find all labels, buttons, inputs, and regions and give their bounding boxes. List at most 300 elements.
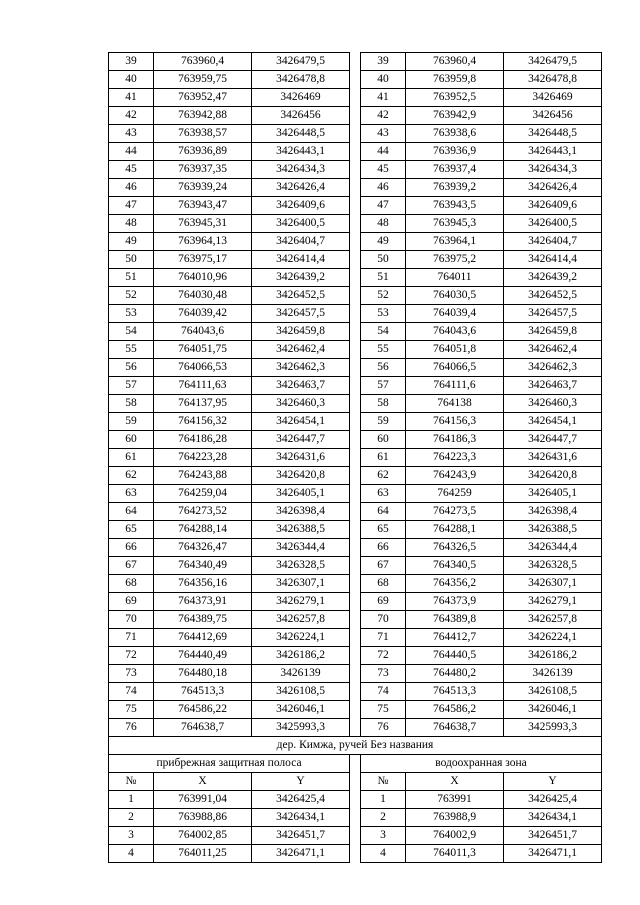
x-coordinate-right: 764259 (406, 485, 504, 503)
point-number-right: 40 (361, 71, 406, 89)
table-row (109, 341, 602, 359)
table-row (109, 719, 602, 737)
x-coordinate-right: 764480,2 (406, 665, 504, 683)
point-number-right: 51 (361, 269, 406, 287)
y-coordinate-right: 3426434,3 (504, 161, 602, 179)
column-gap (350, 161, 361, 179)
point-number-right: 58 (361, 395, 406, 413)
point-number-left: 71 (109, 629, 154, 647)
x-coordinate-right: 764326,5 (406, 539, 504, 557)
column-gap (350, 53, 361, 71)
point-number-right: 47 (361, 197, 406, 215)
table-row (109, 791, 602, 809)
point-number-right: 61 (361, 449, 406, 467)
table-row (109, 377, 602, 395)
column-gap (350, 449, 361, 467)
column-gap (350, 197, 361, 215)
x-coordinate-right: 764043,6 (406, 323, 504, 341)
x-coordinate-right: 763943,5 (406, 197, 504, 215)
y-coordinate-left: 3426456 (252, 107, 350, 125)
point-number-left: 50 (109, 251, 154, 269)
point-number-left: 52 (109, 287, 154, 305)
y-coordinate-left: 3426414,4 (252, 251, 350, 269)
column-gap (350, 701, 361, 719)
point-number-left: 41 (109, 89, 154, 107)
y-coordinate-left: 3426451,7 (252, 827, 350, 845)
point-number-left: 48 (109, 215, 154, 233)
y-coordinate-left: 3426447,7 (252, 431, 350, 449)
y-coordinate-right: 3426451,7 (504, 827, 602, 845)
point-number-right: 57 (361, 377, 406, 395)
x-coordinate-left: 764638,7 (154, 719, 252, 737)
x-coordinate-right: 764039,4 (406, 305, 504, 323)
y-coordinate-right: 3426454,1 (504, 413, 602, 431)
table-row (109, 323, 602, 341)
x-coordinate-left: 764111,63 (154, 377, 252, 395)
point-number-left: 57 (109, 377, 154, 395)
y-coordinate-left: 3426460,3 (252, 395, 350, 413)
y-coordinate-left: 3426224,1 (252, 629, 350, 647)
x-coordinate-left: 764156,32 (154, 413, 252, 431)
point-number-right: 41 (361, 89, 406, 107)
x-coordinate-left: 764288,14 (154, 521, 252, 539)
x-coordinate-right: 764030,5 (406, 287, 504, 305)
x-coordinate-left: 764030,48 (154, 287, 252, 305)
x-coordinate-right: 764586,2 (406, 701, 504, 719)
point-number-left: 44 (109, 143, 154, 161)
table-row (109, 845, 602, 863)
x-coordinate-right: 763936,9 (406, 143, 504, 161)
table-row (109, 197, 602, 215)
column-gap (350, 269, 361, 287)
x-coordinate-left: 763960,4 (154, 53, 252, 71)
y-coordinate-left: 3426431,6 (252, 449, 350, 467)
y-coordinate-right: 3426344,4 (504, 539, 602, 557)
point-number-right: 1 (361, 791, 406, 809)
y-coordinate-right: 3425993,3 (504, 719, 602, 737)
point-number-left: 56 (109, 359, 154, 377)
table-row (109, 593, 602, 611)
table-row (109, 647, 602, 665)
column-gap (350, 305, 361, 323)
point-number-right: 72 (361, 647, 406, 665)
column-gap (350, 539, 361, 557)
table-row (109, 53, 602, 71)
y-coordinate-left: 3426409,6 (252, 197, 350, 215)
x-coordinate-left: 763943,47 (154, 197, 252, 215)
x-coordinate-left: 764043,6 (154, 323, 252, 341)
point-number-left: 75 (109, 701, 154, 719)
y-coordinate-right: 3426414,4 (504, 251, 602, 269)
point-number-left: 39 (109, 53, 154, 71)
x-coordinate-right: 764440,5 (406, 647, 504, 665)
column-gap (350, 629, 361, 647)
section-title: дер. Кимжа, ручей Без названия (109, 737, 602, 755)
y-coordinate-left: 3426108,5 (252, 683, 350, 701)
table-row (109, 431, 602, 449)
point-number-left: 59 (109, 413, 154, 431)
y-coordinate-left: 3426448,5 (252, 125, 350, 143)
y-coordinate-left: 3426459,8 (252, 323, 350, 341)
y-coordinate-right: 3426400,5 (504, 215, 602, 233)
y-coordinate-left: 3426405,1 (252, 485, 350, 503)
point-number-left: 42 (109, 107, 154, 125)
column-gap (350, 251, 361, 269)
section-table-body (109, 791, 602, 863)
point-number-left: 61 (109, 449, 154, 467)
y-coordinate-right: 3426224,1 (504, 629, 602, 647)
point-number-right: 71 (361, 629, 406, 647)
point-number-right: 69 (361, 593, 406, 611)
x-coordinate-right: 764288,1 (406, 521, 504, 539)
x-coordinate-left: 764066,53 (154, 359, 252, 377)
x-coordinate-left: 764340,49 (154, 557, 252, 575)
point-number-right: 42 (361, 107, 406, 125)
y-coordinate-left: 3426344,4 (252, 539, 350, 557)
x-coordinate-right: 764011,3 (406, 845, 504, 863)
column-gap (350, 215, 361, 233)
x-coordinate-right: 764066,5 (406, 359, 504, 377)
x-coordinate-right: 763959,8 (406, 71, 504, 89)
point-number-left: 40 (109, 71, 154, 89)
table-row (109, 125, 602, 143)
point-number-right: 49 (361, 233, 406, 251)
column-gap (350, 233, 361, 251)
coordinates-table-body (109, 53, 602, 737)
y-coordinate-right: 3426328,5 (504, 557, 602, 575)
point-number-left: 45 (109, 161, 154, 179)
x-coordinate-right: 764340,5 (406, 557, 504, 575)
header-y-left: Y (252, 773, 350, 791)
point-number-right: 67 (361, 557, 406, 575)
x-coordinate-left: 764273,52 (154, 503, 252, 521)
table-row (109, 413, 602, 431)
y-coordinate-left: 3426425,4 (252, 791, 350, 809)
point-number-right: 50 (361, 251, 406, 269)
point-number-left: 43 (109, 125, 154, 143)
y-coordinate-right: 3426409,6 (504, 197, 602, 215)
column-gap (350, 575, 361, 593)
point-number-right: 46 (361, 179, 406, 197)
x-coordinate-left: 763988,86 (154, 809, 252, 827)
column-gap (350, 395, 361, 413)
y-coordinate-right: 3426439,2 (504, 269, 602, 287)
x-coordinate-right: 764412,7 (406, 629, 504, 647)
y-coordinate-left: 3426400,5 (252, 215, 350, 233)
x-coordinate-right: 764186,3 (406, 431, 504, 449)
point-number-right: 39 (361, 53, 406, 71)
y-coordinate-right: 3426307,1 (504, 575, 602, 593)
header-no-right: № (361, 773, 406, 791)
y-coordinate-right: 3426469 (504, 89, 602, 107)
y-coordinate-right: 3426279,1 (504, 593, 602, 611)
table-row (109, 305, 602, 323)
x-coordinate-left: 763937,35 (154, 161, 252, 179)
column-gap (350, 377, 361, 395)
table-row (109, 71, 602, 89)
x-coordinate-right: 764002,9 (406, 827, 504, 845)
x-coordinate-right: 763991 (406, 791, 504, 809)
table-row (109, 827, 602, 845)
x-coordinate-right: 764356,2 (406, 575, 504, 593)
x-coordinate-left: 763964,13 (154, 233, 252, 251)
y-coordinate-right: 3426405,1 (504, 485, 602, 503)
x-coordinate-right: 763952,5 (406, 89, 504, 107)
point-number-left: 47 (109, 197, 154, 215)
point-number-left: 51 (109, 269, 154, 287)
x-coordinate-right: 763975,2 (406, 251, 504, 269)
point-number-right: 59 (361, 413, 406, 431)
point-number-right: 48 (361, 215, 406, 233)
x-coordinate-right: 764513,3 (406, 683, 504, 701)
column-gap (350, 89, 361, 107)
y-coordinate-left: 3426420,8 (252, 467, 350, 485)
x-coordinate-right: 763945,3 (406, 215, 504, 233)
point-number-right: 63 (361, 485, 406, 503)
point-number-left: 64 (109, 503, 154, 521)
point-number-right: 65 (361, 521, 406, 539)
y-coordinate-left: 3426307,1 (252, 575, 350, 593)
x-coordinate-left: 763952,47 (154, 89, 252, 107)
table-row (109, 701, 602, 719)
y-coordinate-left: 3426328,5 (252, 557, 350, 575)
x-coordinate-right: 764051,8 (406, 341, 504, 359)
point-number-left: 2 (109, 809, 154, 827)
x-coordinate-right: 763939,2 (406, 179, 504, 197)
column-gap (350, 683, 361, 701)
section-block (109, 737, 602, 791)
column-gap (350, 323, 361, 341)
x-coordinate-left: 763939,24 (154, 179, 252, 197)
column-gap (350, 719, 361, 737)
x-coordinate-left: 764243,88 (154, 467, 252, 485)
y-coordinate-right: 3426426,4 (504, 179, 602, 197)
y-coordinate-left: 3426462,3 (252, 359, 350, 377)
x-coordinate-left: 764186,28 (154, 431, 252, 449)
x-coordinate-right: 764273,5 (406, 503, 504, 521)
column-gap (350, 179, 361, 197)
point-number-left: 73 (109, 665, 154, 683)
point-number-right: 53 (361, 305, 406, 323)
coordinates-document (108, 52, 597, 863)
x-coordinate-right: 763938,6 (406, 125, 504, 143)
table-row (109, 521, 602, 539)
table-row (109, 539, 602, 557)
table-row (109, 233, 602, 251)
y-coordinate-right: 3426398,4 (504, 503, 602, 521)
column-gap (350, 143, 361, 161)
point-number-left: 74 (109, 683, 154, 701)
point-number-left: 63 (109, 485, 154, 503)
y-coordinate-right: 3426459,8 (504, 323, 602, 341)
column-gap (350, 791, 361, 809)
point-number-left: 54 (109, 323, 154, 341)
x-coordinate-left: 764356,16 (154, 575, 252, 593)
y-coordinate-right: 3426108,5 (504, 683, 602, 701)
y-coordinate-right: 3426431,6 (504, 449, 602, 467)
point-number-right: 44 (361, 143, 406, 161)
left-zone-title: прибрежная защитная полоса (109, 755, 350, 773)
x-coordinate-right: 764011 (406, 269, 504, 287)
header-y-right: Y (504, 773, 602, 791)
column-gap (350, 71, 361, 89)
x-coordinate-left: 764011,25 (154, 845, 252, 863)
y-coordinate-right: 3426462,4 (504, 341, 602, 359)
x-coordinate-right: 764156,3 (406, 413, 504, 431)
x-coordinate-left: 763959,75 (154, 71, 252, 89)
point-number-left: 53 (109, 305, 154, 323)
column-gap (350, 845, 361, 863)
column-gap (350, 287, 361, 305)
point-number-left: 70 (109, 611, 154, 629)
y-coordinate-right: 3426139 (504, 665, 602, 683)
y-coordinate-right: 3426404,7 (504, 233, 602, 251)
column-gap (350, 521, 361, 539)
column-gap (350, 503, 361, 521)
point-number-left: 46 (109, 179, 154, 197)
x-coordinate-left: 764480,18 (154, 665, 252, 683)
column-gap (350, 413, 361, 431)
table-row (109, 269, 602, 287)
point-number-right: 76 (361, 719, 406, 737)
point-number-right: 52 (361, 287, 406, 305)
y-coordinate-left: 3426426,4 (252, 179, 350, 197)
header-x-right: X (406, 773, 504, 791)
point-number-right: 74 (361, 683, 406, 701)
table-row (109, 809, 602, 827)
point-number-right: 2 (361, 809, 406, 827)
x-coordinate-left: 764223,28 (154, 449, 252, 467)
table-row (109, 557, 602, 575)
y-coordinate-left: 3426452,5 (252, 287, 350, 305)
y-coordinate-left: 3426279,1 (252, 593, 350, 611)
y-coordinate-left: 3426462,4 (252, 341, 350, 359)
y-coordinate-right: 3426388,5 (504, 521, 602, 539)
y-coordinate-right: 3426448,5 (504, 125, 602, 143)
y-coordinate-right: 3426457,5 (504, 305, 602, 323)
point-number-left: 62 (109, 467, 154, 485)
y-coordinate-left: 3426398,4 (252, 503, 350, 521)
y-coordinate-left: 3426434,1 (252, 809, 350, 827)
column-gap (350, 107, 361, 125)
point-number-right: 62 (361, 467, 406, 485)
x-coordinate-right: 764138 (406, 395, 504, 413)
x-coordinate-right: 764243,9 (406, 467, 504, 485)
table-row (109, 629, 602, 647)
column-gap (350, 125, 361, 143)
table-row (109, 287, 602, 305)
point-number-right: 55 (361, 341, 406, 359)
table-row (109, 215, 602, 233)
x-coordinate-right: 763960,4 (406, 53, 504, 71)
x-coordinate-left: 763991,04 (154, 791, 252, 809)
x-coordinate-right: 763937,4 (406, 161, 504, 179)
y-coordinate-left: 3426434,3 (252, 161, 350, 179)
table-row (109, 665, 602, 683)
point-number-left: 72 (109, 647, 154, 665)
y-coordinate-left: 3426469 (252, 89, 350, 107)
point-number-left: 69 (109, 593, 154, 611)
y-coordinate-right: 3426452,5 (504, 287, 602, 305)
table-row (109, 251, 602, 269)
x-coordinate-left: 764586,22 (154, 701, 252, 719)
point-number-left: 68 (109, 575, 154, 593)
table-row (109, 395, 602, 413)
x-coordinate-left: 763975,17 (154, 251, 252, 269)
x-coordinate-right: 763964,1 (406, 233, 504, 251)
table-row (109, 449, 602, 467)
x-coordinate-right: 763942,9 (406, 107, 504, 125)
y-coordinate-right: 3426460,3 (504, 395, 602, 413)
column-header-row (109, 773, 602, 791)
column-gap (350, 359, 361, 377)
y-coordinate-right: 3426478,8 (504, 71, 602, 89)
y-coordinate-right: 3426420,8 (504, 467, 602, 485)
table-row (109, 503, 602, 521)
table-row (109, 107, 602, 125)
table-row (109, 683, 602, 701)
column-gap (350, 647, 361, 665)
column-gap (350, 431, 361, 449)
x-coordinate-left: 764051,75 (154, 341, 252, 359)
y-coordinate-right: 3426463,7 (504, 377, 602, 395)
x-coordinate-left: 764513,3 (154, 683, 252, 701)
y-coordinate-left: 3425993,3 (252, 719, 350, 737)
table-row (109, 179, 602, 197)
section-title-row (109, 737, 602, 755)
x-coordinate-left: 764259,04 (154, 485, 252, 503)
point-number-right: 54 (361, 323, 406, 341)
y-coordinate-left: 3426186,2 (252, 647, 350, 665)
x-coordinate-right: 764389,8 (406, 611, 504, 629)
column-gap (350, 665, 361, 683)
point-number-left: 67 (109, 557, 154, 575)
y-coordinate-left: 3426046,1 (252, 701, 350, 719)
y-coordinate-right: 3426434,1 (504, 809, 602, 827)
y-coordinate-left: 3426479,5 (252, 53, 350, 71)
point-number-right: 70 (361, 611, 406, 629)
x-coordinate-left: 764137,95 (154, 395, 252, 413)
column-gap (350, 827, 361, 845)
y-coordinate-right: 3426443,1 (504, 143, 602, 161)
header-x-left: X (154, 773, 252, 791)
y-coordinate-right: 3426479,5 (504, 53, 602, 71)
x-coordinate-left: 763942,88 (154, 107, 252, 125)
column-gap (350, 755, 361, 773)
y-coordinate-right: 3426462,3 (504, 359, 602, 377)
right-zone-title: водоохранная зона (361, 755, 602, 773)
point-number-right: 4 (361, 845, 406, 863)
x-coordinate-left: 763945,31 (154, 215, 252, 233)
y-coordinate-left: 3426388,5 (252, 521, 350, 539)
x-coordinate-right: 764373,9 (406, 593, 504, 611)
header-no-left: № (109, 773, 154, 791)
y-coordinate-left: 3426454,1 (252, 413, 350, 431)
point-number-right: 43 (361, 125, 406, 143)
x-coordinate-left: 764412,69 (154, 629, 252, 647)
column-gap (350, 341, 361, 359)
table-row (109, 485, 602, 503)
y-coordinate-left: 3426139 (252, 665, 350, 683)
y-coordinate-left: 3426457,5 (252, 305, 350, 323)
column-gap (350, 809, 361, 827)
table-row (109, 161, 602, 179)
point-number-right: 75 (361, 701, 406, 719)
x-coordinate-right: 764223,3 (406, 449, 504, 467)
y-coordinate-left: 3426471,1 (252, 845, 350, 863)
table-row (109, 467, 602, 485)
zone-header-row (109, 755, 602, 773)
